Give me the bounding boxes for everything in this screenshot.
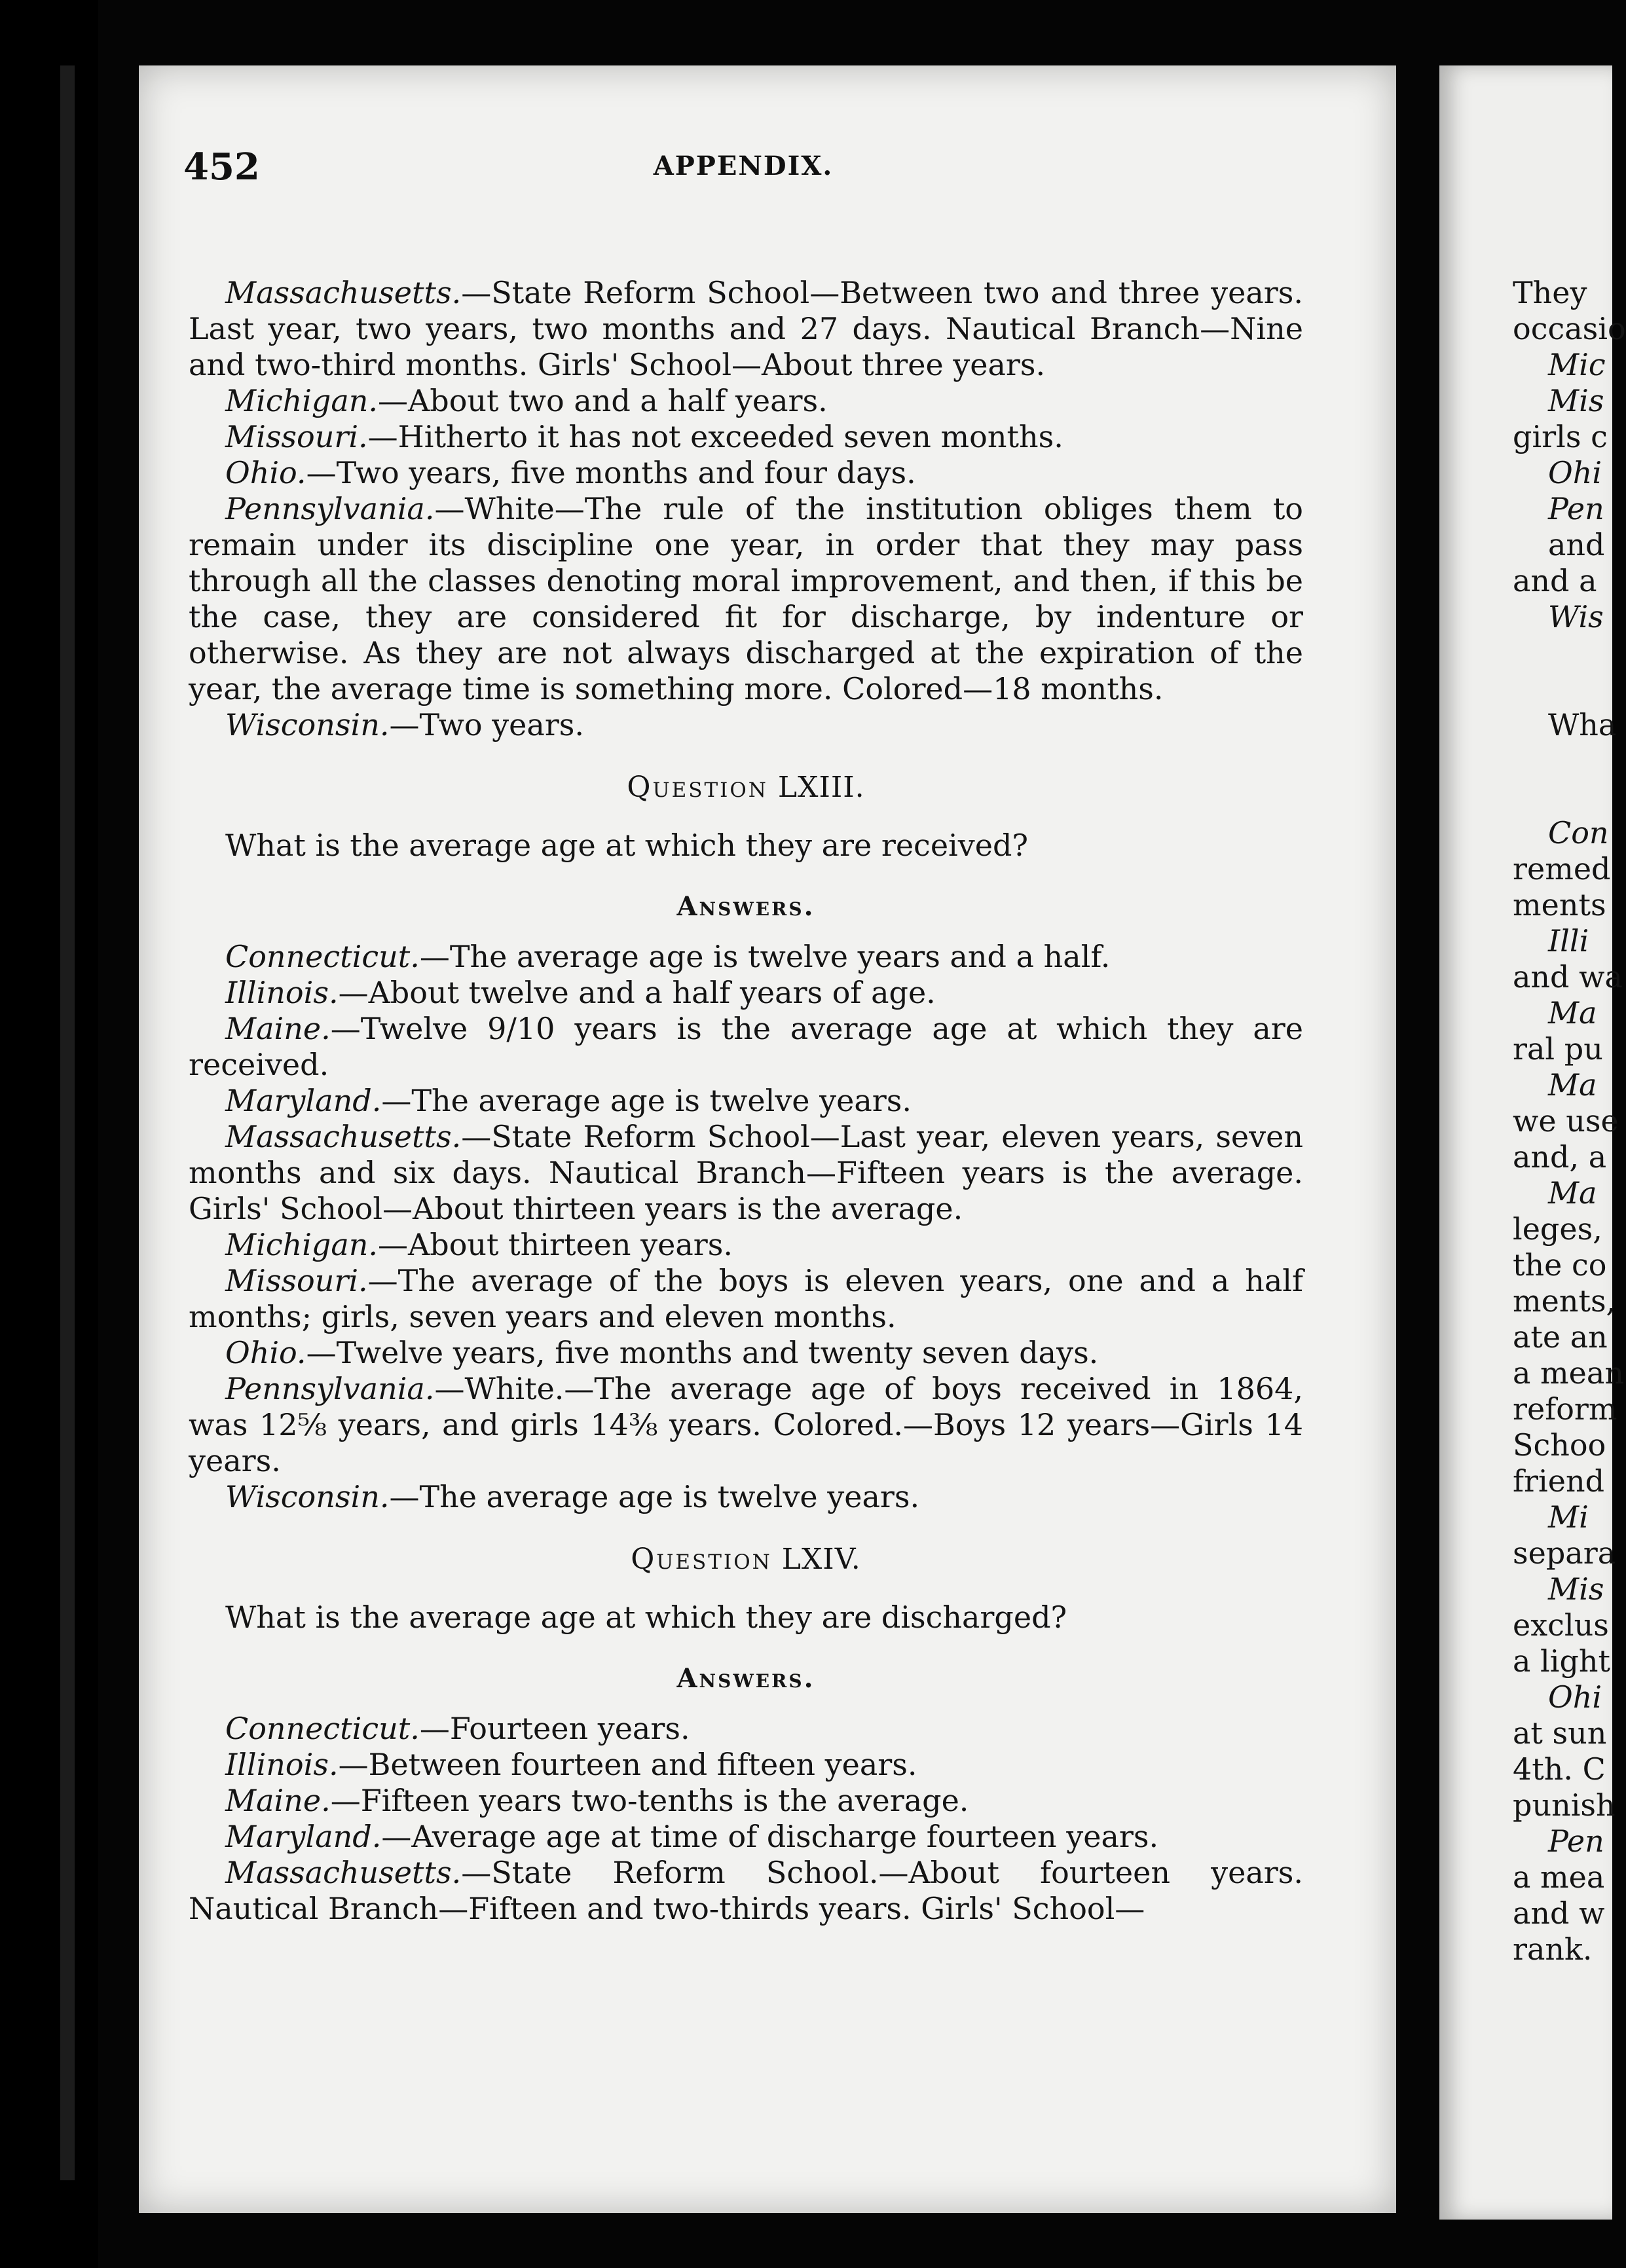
answer-text: —White.—The average age of boys received in 1864, was 12⅝ years, and girls 14⅜ years. Colored.—Boys 12 years—Girls 14 years.	[189, 1371, 1303, 1478]
answer-paragraph	[189, 1083, 1303, 1119]
answer-text: —Two years.	[389, 707, 585, 742]
answer-text: —Fifteen years two-tenths is the average.	[330, 1783, 969, 1818]
facing-line: and, a	[1513, 1139, 1607, 1175]
facing-line: punish	[1513, 1787, 1616, 1823]
state-name: Pennsylvania.	[225, 491, 435, 526]
question-numeral: LXIII.	[777, 771, 865, 804]
state-name: Connecticut.	[225, 1711, 420, 1746]
answer-paragraph	[189, 1371, 1303, 1479]
answer-paragraph	[189, 1119, 1303, 1227]
facing-line: ments,	[1513, 1283, 1616, 1319]
answer-text: —About thirteen years.	[378, 1227, 733, 1262]
facing-line: and w	[1513, 1895, 1605, 1931]
answer-paragraph	[189, 1747, 1303, 1783]
facing-line: Illi	[1548, 923, 1589, 959]
answers-heading: Answers.	[676, 891, 815, 922]
state-name: Michigan.	[225, 383, 379, 418]
facing-line: exclus	[1513, 1607, 1609, 1643]
answer-paragraph	[189, 491, 1303, 707]
answer-text: —About two and a half years.	[378, 383, 828, 418]
answer-text: —State Reform School—Last year, eleven years, seven months and six days. Nautical Branch—Fifteen years is the average. Girls' School—About thirteen years is the average.	[189, 1119, 1303, 1226]
answer-text: —Hitherto it has not exceeded seven months.	[367, 419, 1063, 454]
facing-line: Schoo	[1513, 1427, 1606, 1463]
answer-text: —Twelve years, five months and twenty seven days.	[306, 1335, 1099, 1370]
facing-line: Pen	[1548, 1823, 1604, 1859]
facing-line: rank.	[1513, 1931, 1593, 1967]
state-name: Massachusetts.	[225, 1855, 462, 1890]
answer-text: —About twelve and a half years of age.	[338, 975, 936, 1010]
facing-line: we use	[1513, 1103, 1619, 1139]
page-number: 452	[183, 145, 260, 189]
facing-line: Wis	[1548, 599, 1604, 634]
answer-text: —The average age is twelve years.	[389, 1479, 920, 1514]
answer-text: —State Reform School—Between two and three years. Last year, two years, two months and 27 days. Nautical Branch—Nine and two-third months. Girls' School—About three years.	[189, 275, 1303, 382]
facing-line: ral pu	[1513, 1031, 1603, 1067]
page-body	[189, 275, 1303, 1927]
facing-line: occasio	[1513, 311, 1626, 346]
answer-text: —Between fourteen and fifteen years.	[338, 1747, 917, 1782]
answer-paragraph	[189, 707, 1303, 743]
facing-line: Mi	[1548, 1499, 1589, 1535]
answer-paragraph	[189, 455, 1303, 491]
answer-text: —The average age is twelve years and a half.	[419, 939, 1111, 974]
state-name: Wisconsin.	[225, 1479, 390, 1514]
state-name: Ohio.	[225, 455, 306, 490]
question-text: What is the average age at which they are discharged?	[225, 1600, 1067, 1635]
state-name: Massachusetts.	[225, 1119, 462, 1154]
state-name: Ohio.	[225, 1335, 306, 1370]
scan-border	[0, 0, 98, 2268]
answer-text: —Twelve 9/10 years is the average age at which they are received.	[189, 1011, 1303, 1082]
answer-paragraph	[189, 383, 1303, 419]
facing-line: and a	[1513, 563, 1597, 598]
state-name: Maine.	[225, 1011, 331, 1046]
answer-paragraph	[189, 975, 1303, 1011]
facing-page-text	[1513, 275, 1626, 1967]
running-head: APPENDIX.	[653, 151, 834, 181]
question-label: Question	[627, 771, 768, 804]
answer-paragraph	[189, 1335, 1303, 1371]
answer-text: —State Reform School.—About fourteen years. Nautical Branch—Fifteen and two-thirds years. Girls' School—	[189, 1855, 1303, 1926]
answer-text: —Fourteen years.	[419, 1711, 690, 1746]
facing-line: Ohi	[1548, 455, 1602, 490]
answer-paragraph	[189, 419, 1303, 455]
facing-line: Ma	[1548, 1067, 1597, 1103]
facing-line: Ma	[1548, 1175, 1597, 1211]
question-label: Question	[631, 1543, 772, 1576]
state-name: Massachusetts.	[225, 275, 462, 310]
facing-line: 4th. C	[1513, 1751, 1606, 1787]
answer-paragraph	[189, 1855, 1303, 1927]
facing-line: They	[1513, 275, 1587, 310]
state-name: Missouri.	[225, 419, 368, 454]
facing-line: separa	[1513, 1535, 1616, 1571]
answer-paragraph	[189, 275, 1303, 383]
answer-paragraph	[189, 939, 1303, 975]
facing-line: Mis	[1548, 1571, 1604, 1607]
facing-line: and wa	[1513, 959, 1623, 995]
state-name: Illinois.	[225, 1747, 339, 1782]
facing-line: and	[1548, 527, 1605, 562]
answer-paragraph	[189, 1819, 1303, 1855]
facing-line: a mean	[1513, 1355, 1624, 1391]
facing-line: ate an	[1513, 1319, 1608, 1355]
facing-line: Con	[1548, 815, 1609, 850]
facing-line: girls c	[1513, 419, 1608, 454]
facing-line: a light	[1513, 1643, 1611, 1679]
state-name: Maryland.	[225, 1083, 382, 1118]
state-name: Connecticut.	[225, 939, 420, 974]
facing-line: reform	[1513, 1391, 1617, 1427]
state-name: Pennsylvania.	[225, 1371, 435, 1406]
state-name: Maryland.	[225, 1819, 382, 1854]
facing-line: ments	[1513, 887, 1606, 923]
answer-text: —White—The rule of the institution obliges them to remain under its discipline one year, in order that they may pass through all the classes denoting moral improvement, and then, if this be the case, they are considered fit for discharge, by indenture or otherwise. As they are not always discharged at the expiration of the year, the average time is something more. Colored—18 months.	[189, 491, 1303, 706]
facing-line: Pen	[1548, 491, 1604, 526]
facing-line: friend	[1513, 1463, 1605, 1499]
facing-line: the co	[1513, 1247, 1607, 1283]
answer-paragraph	[189, 1783, 1303, 1819]
state-name: Michigan.	[225, 1227, 379, 1262]
state-name: Wisconsin.	[225, 707, 390, 742]
answer-paragraph	[189, 1011, 1303, 1083]
state-name: Missouri.	[225, 1263, 368, 1298]
answer-text: —The average of the boys is eleven years, one and a half months; girls, seven years and eleven months.	[189, 1263, 1303, 1334]
book-edge	[60, 65, 75, 2180]
question-heading	[189, 1541, 1303, 1577]
facing-line: remed	[1513, 851, 1611, 887]
facing-line: Ma	[1548, 995, 1597, 1031]
answer-text: —Two years, five months and four days.	[306, 455, 916, 490]
answer-text: —The average age is twelve years.	[381, 1083, 912, 1118]
facing-line: Ohi	[1548, 1679, 1602, 1715]
question-text: What is the average age at which they are received?	[225, 828, 1029, 863]
answer-text: —Average age at time of discharge fourteen years.	[381, 1819, 1159, 1854]
question-numeral: LXIV.	[781, 1543, 861, 1576]
answer-paragraph	[189, 1263, 1303, 1335]
state-name: Maine.	[225, 1783, 331, 1818]
facing-line: Mis	[1548, 383, 1604, 418]
state-name: Illinois.	[225, 975, 339, 1010]
answers-heading: Answers.	[676, 1663, 815, 1694]
question-heading	[189, 769, 1303, 805]
facing-line: at sun	[1513, 1715, 1607, 1751]
facing-line: Mic	[1548, 347, 1606, 382]
answer-paragraph	[189, 1479, 1303, 1515]
answer-paragraph	[189, 1227, 1303, 1263]
facing-line: leges,	[1513, 1211, 1602, 1247]
page-header	[183, 145, 1303, 198]
facing-line: Wha	[1548, 707, 1617, 742]
answer-paragraph	[189, 1711, 1303, 1747]
facing-line: a mea	[1513, 1859, 1605, 1895]
